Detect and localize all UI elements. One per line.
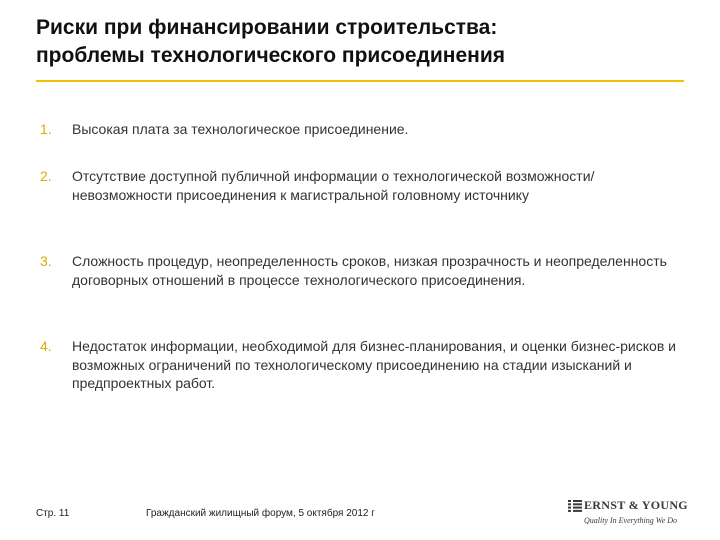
title-line-2: проблемы технологического присоединения xyxy=(36,44,505,67)
list-item-text: Отсутствие доступной публичной информации о технологической возможности/невозможности присоединения к магистральной головному источнику xyxy=(72,168,595,203)
logo-name: ERNST & YOUNG xyxy=(584,498,688,512)
title-line-1: Риски при финансировании строительства: xyxy=(36,16,498,39)
ernst-young-logo xyxy=(568,498,688,534)
list-item-number: 3. xyxy=(40,253,52,269)
list-item xyxy=(36,120,676,139)
page-number: Стр. 11 xyxy=(36,508,70,519)
list-item-number: 1. xyxy=(40,121,52,137)
list-item xyxy=(36,337,676,393)
page-title xyxy=(36,14,676,70)
logo-tagline: Quality In Everything We Do xyxy=(584,516,678,525)
footer-event-caption: Гражданский жилищный форум, 5 октября 2012 г xyxy=(146,508,375,519)
list-item-number: 4. xyxy=(40,338,52,354)
list-item xyxy=(36,167,676,204)
list-item-text: Сложность процедур, неопределенность сроков, низкая прозрачность и неопределенность договорных отношений в процессе технологического присоединения. xyxy=(72,253,667,288)
ernst-young-logo-mark-icon xyxy=(568,500,582,512)
list-item xyxy=(36,252,676,289)
list-item-text: Высокая плата за технологическое присоединение. xyxy=(72,121,409,137)
list-item-number: 2. xyxy=(40,168,52,184)
title-divider xyxy=(36,80,684,82)
list-item-text: Недостаток информации, необходимой для бизнес-планирования, и оценки бизнес-рисков и возможных ограничений по технологическому присоединению на стадии изысканий и предпроектных работ. xyxy=(72,338,676,391)
